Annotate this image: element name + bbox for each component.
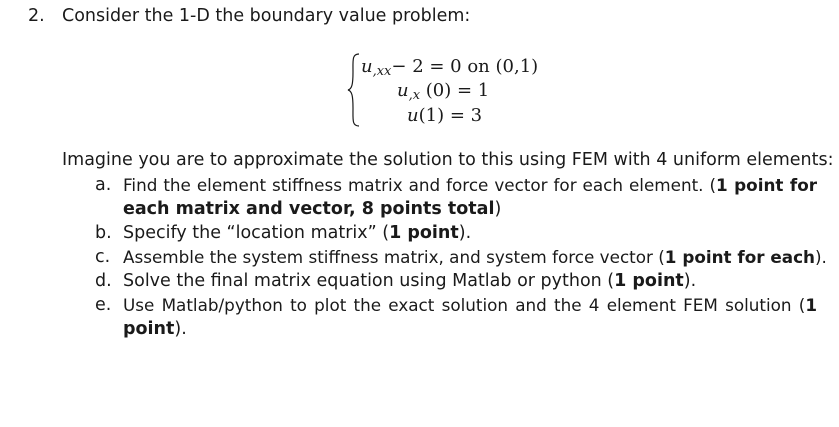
item-a-bold2: each matrix and vector, 8 points total [123, 199, 495, 219]
item-e-letter: e. [95, 295, 112, 315]
item-b-text [123, 223, 471, 243]
item-d-text [123, 271, 696, 291]
item-c-post: ). [814, 247, 827, 267]
eq1-rest: − 2 = 0 on (0,1) [391, 56, 539, 77]
system-brace [347, 52, 361, 128]
item-c-letter: c. [95, 247, 111, 267]
item-d-post: ). [683, 271, 697, 291]
intro-text: Imagine you are to approximate the solution to this using FEM with 4 uniform elements: [62, 150, 834, 170]
eq3-variable: u [407, 105, 419, 126]
item-e-post: ). [174, 319, 187, 339]
item-d-letter: d. [95, 271, 112, 291]
eq2-rest: (0) = 1 [420, 80, 490, 101]
item-a-text: Find the element stiffness matrix and force vector for each element. ( [123, 175, 717, 195]
item-c-text [123, 247, 827, 267]
item-b-pre: Specify the “location matrix” ( [123, 223, 390, 243]
item-e-line1 [123, 295, 817, 315]
item-b-bold: 1 point [389, 223, 459, 243]
eq2-subscript: ,x [408, 88, 421, 103]
item-d-pre: Solve the final matrix equation using Matlab or python ( [123, 271, 615, 291]
item-a-line2 [123, 199, 501, 219]
item-c-pre: Assemble the system stiffness matrix, and system force vector ( [123, 247, 665, 267]
item-e-text: Use Matlab/python to plot the exact solution and the 4 element FEM solution ( [123, 295, 806, 315]
eq2-variable: u [397, 80, 409, 101]
eq1-subscript: ,xx [372, 64, 392, 79]
eq3-rest: (1) = 3 [418, 105, 483, 126]
item-a-letter: a. [95, 175, 112, 195]
item-a-post: ) [494, 199, 502, 219]
item-e-bold2: point [123, 319, 175, 339]
item-d-bold: 1 point [614, 271, 684, 291]
eq1-variable: u [361, 56, 373, 77]
item-c-bold: 1 point for each [664, 247, 815, 267]
item-b-letter: b. [95, 223, 112, 243]
item-e-bold1: 1 [805, 295, 817, 315]
question-text: Consider the 1-D the boundary value problem: [62, 6, 471, 26]
equation-bc-right [407, 105, 482, 126]
item-a-bold1: 1 point for [716, 175, 818, 195]
item-b-post: ). [458, 223, 472, 243]
item-e-line2 [123, 319, 187, 339]
item-a-line1 [123, 175, 817, 195]
equation-bc-left [397, 80, 489, 103]
equation-pde [361, 56, 538, 79]
question-number: 2. [28, 6, 45, 26]
